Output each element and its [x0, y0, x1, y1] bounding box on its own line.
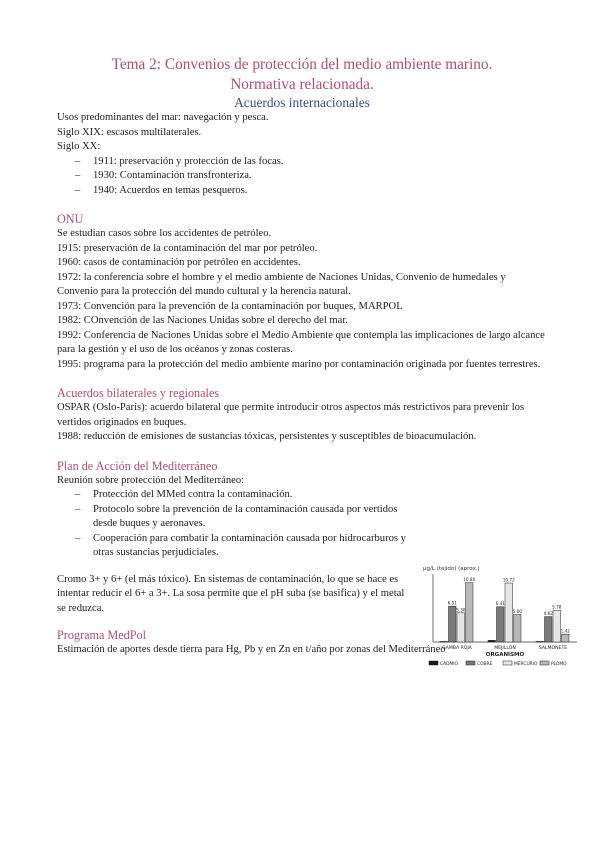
chart-bar: [553, 610, 561, 642]
chart-bar: [514, 615, 522, 643]
onu-line: Se estudian casos sobre los accidentes de petróleo.: [57, 228, 272, 239]
mediterraneo-intro: Reunión sobre protección del Mediterráneo:: [57, 474, 245, 486]
document-title-line2: Normativa relacionada.: [230, 76, 374, 93]
chart-bar: [440, 641, 448, 642]
onu-line: 1960: casos de contaminación por petróleo en accidentes.: [57, 257, 301, 268]
onu-line: 1982: COnvención de las Naciones Unidas sobre el derecho del mar.: [57, 315, 348, 326]
chart-data-label: 5.78: [552, 604, 562, 610]
bilateral-heading: Acuerdos bilaterales y regionales: [57, 386, 220, 400]
chart-data-label: 6.51: [447, 600, 457, 606]
chart-bar: [466, 583, 474, 642]
intro-line: Usos predominantes del mar: navegación y pesca.: [57, 112, 269, 123]
intro-line: Siglo XIX: escasos multilaterales.: [57, 126, 202, 138]
chart-bar: [488, 640, 496, 642]
bilateral-line: 1988: reducción de emisiones de sustancias tóxicas, persistentes y susceptibles de bioacumulación.: [57, 431, 477, 442]
chart-data-label: 6.41: [495, 601, 505, 607]
onu-heading: ONU: [57, 212, 84, 226]
chart-data-label: 5.00: [512, 609, 522, 614]
chart-legend-swatch: [429, 661, 438, 665]
onu-line: 1915: preservación de la contaminación del mar por petróleo.: [57, 242, 318, 254]
chart-bar: [457, 613, 465, 642]
mediterraneo-list-item: – Cooperación para combatir la contaminación causada por hidrocarburos y otras sustancias perjudiciales.: [75, 532, 415, 561]
chart-categories: [442, 644, 567, 651]
chart-svg: [421, 562, 581, 670]
mediterraneo-heading: Plan de Acción del Mediterráneo: [57, 458, 218, 473]
intro-list: [57, 155, 547, 199]
chart-ylabel: µg/L (tejido) (aprox.): [423, 566, 480, 572]
chart-bar: [505, 583, 513, 642]
chart-legend-label: COBRE: [477, 662, 493, 667]
onu-line: 1973: Convención para la prevención de la contaminación por buques, MARPOL: [57, 300, 403, 312]
mediterraneo-list-item: – Protección del MMed contra la contaminación.: [75, 488, 415, 503]
chart-category-label: MEJILLÓN: [494, 646, 516, 651]
chart-data-label: 4.62: [543, 611, 553, 617]
chart-bars: [440, 577, 570, 642]
chart-data-label: 10.72: [502, 577, 515, 583]
chart-bar: [545, 617, 553, 642]
medpol-heading: Programa MedPol: [57, 628, 147, 642]
section-subtitle: Acuerdos internacionales: [234, 95, 370, 110]
intro-list-item: – 1940: Acuerdos en temas pesqueros.: [75, 184, 547, 199]
chart-legend-swatch: [540, 661, 549, 665]
chart-bar: [449, 606, 457, 642]
onu-line: 1972: la conferencia sobre el hombre y el medio ambiente de Naciones Unidas, Convenio de humedales y Convenio para la protección del mundo cultural y la herencia natural.: [57, 271, 506, 297]
chart-legend-swatch: [503, 661, 512, 665]
mediterraneo-list-item: – Protocolo sobre la prevención de la contaminación causada por vertidos desde buques y aeronaves.: [75, 503, 415, 532]
document-title-line1: Tema 2: Convenios de protección del medio ambiente marino.: [111, 56, 493, 73]
chart-data-label: 1.42: [560, 628, 570, 634]
chart-bar: [562, 634, 570, 642]
intro-line: Siglo XX:: [57, 141, 101, 152]
chart-bar: [497, 607, 505, 642]
chart-legend: [429, 661, 567, 667]
chart-category-label: SALMONETE: [538, 646, 568, 651]
chart-category-label: GAMBA ROJA: [442, 646, 472, 651]
cromo-paragraph: Cromo 3+ y 6+ (el más tóxico). En sistemas de contaminación, lo que se hace es intentar reducir el 6+ a 3+. La sosa permite que el pH suba (se basifica) y el metal se reduzca.: [57, 573, 405, 614]
chart-xlabel: ORGANISMO: [485, 652, 525, 658]
intro-list-item: – 1930: Contaminación transfronteriza.: [75, 169, 547, 184]
chart-data-label: 10.80: [463, 577, 476, 583]
mediterraneo-list: [57, 488, 415, 561]
bilateral-line: OSPAR (Oslo-París): acuerdo bilateral que permite introducir otros aspectos más restrictivos para prevenir los vertidos originados en buques.: [57, 402, 525, 428]
intro-list-item: – 1911: preservación y protección de las focas.: [75, 155, 547, 170]
onu-line: 1992: Conferencia de Naciones Unidas sobre el Medio Ambiente que contempla las implicaciones de largo alcance para la gestión y el uso de los océanos y zonas costeras.: [57, 329, 545, 355]
chart-legend-label: MERCURIO: [514, 662, 538, 667]
chart-legend-label: CADMIO: [440, 662, 458, 667]
chart-data-label: 5.30: [456, 607, 466, 613]
onu-line: 1995: programa para la protección del medio ambiente marino por contaminación originada por fuentes terrestres.: [57, 358, 541, 370]
chart-bar: [536, 641, 544, 642]
medpol-text: Estimación de aportes desde tierra para Hg, Pb y en Zn en t/año por zonas del Mediterráneo: [57, 644, 446, 655]
heavy-metals-chart: [421, 562, 581, 670]
chart-legend-swatch: [466, 661, 475, 665]
chart-legend-label: PLOMO: [551, 662, 567, 667]
